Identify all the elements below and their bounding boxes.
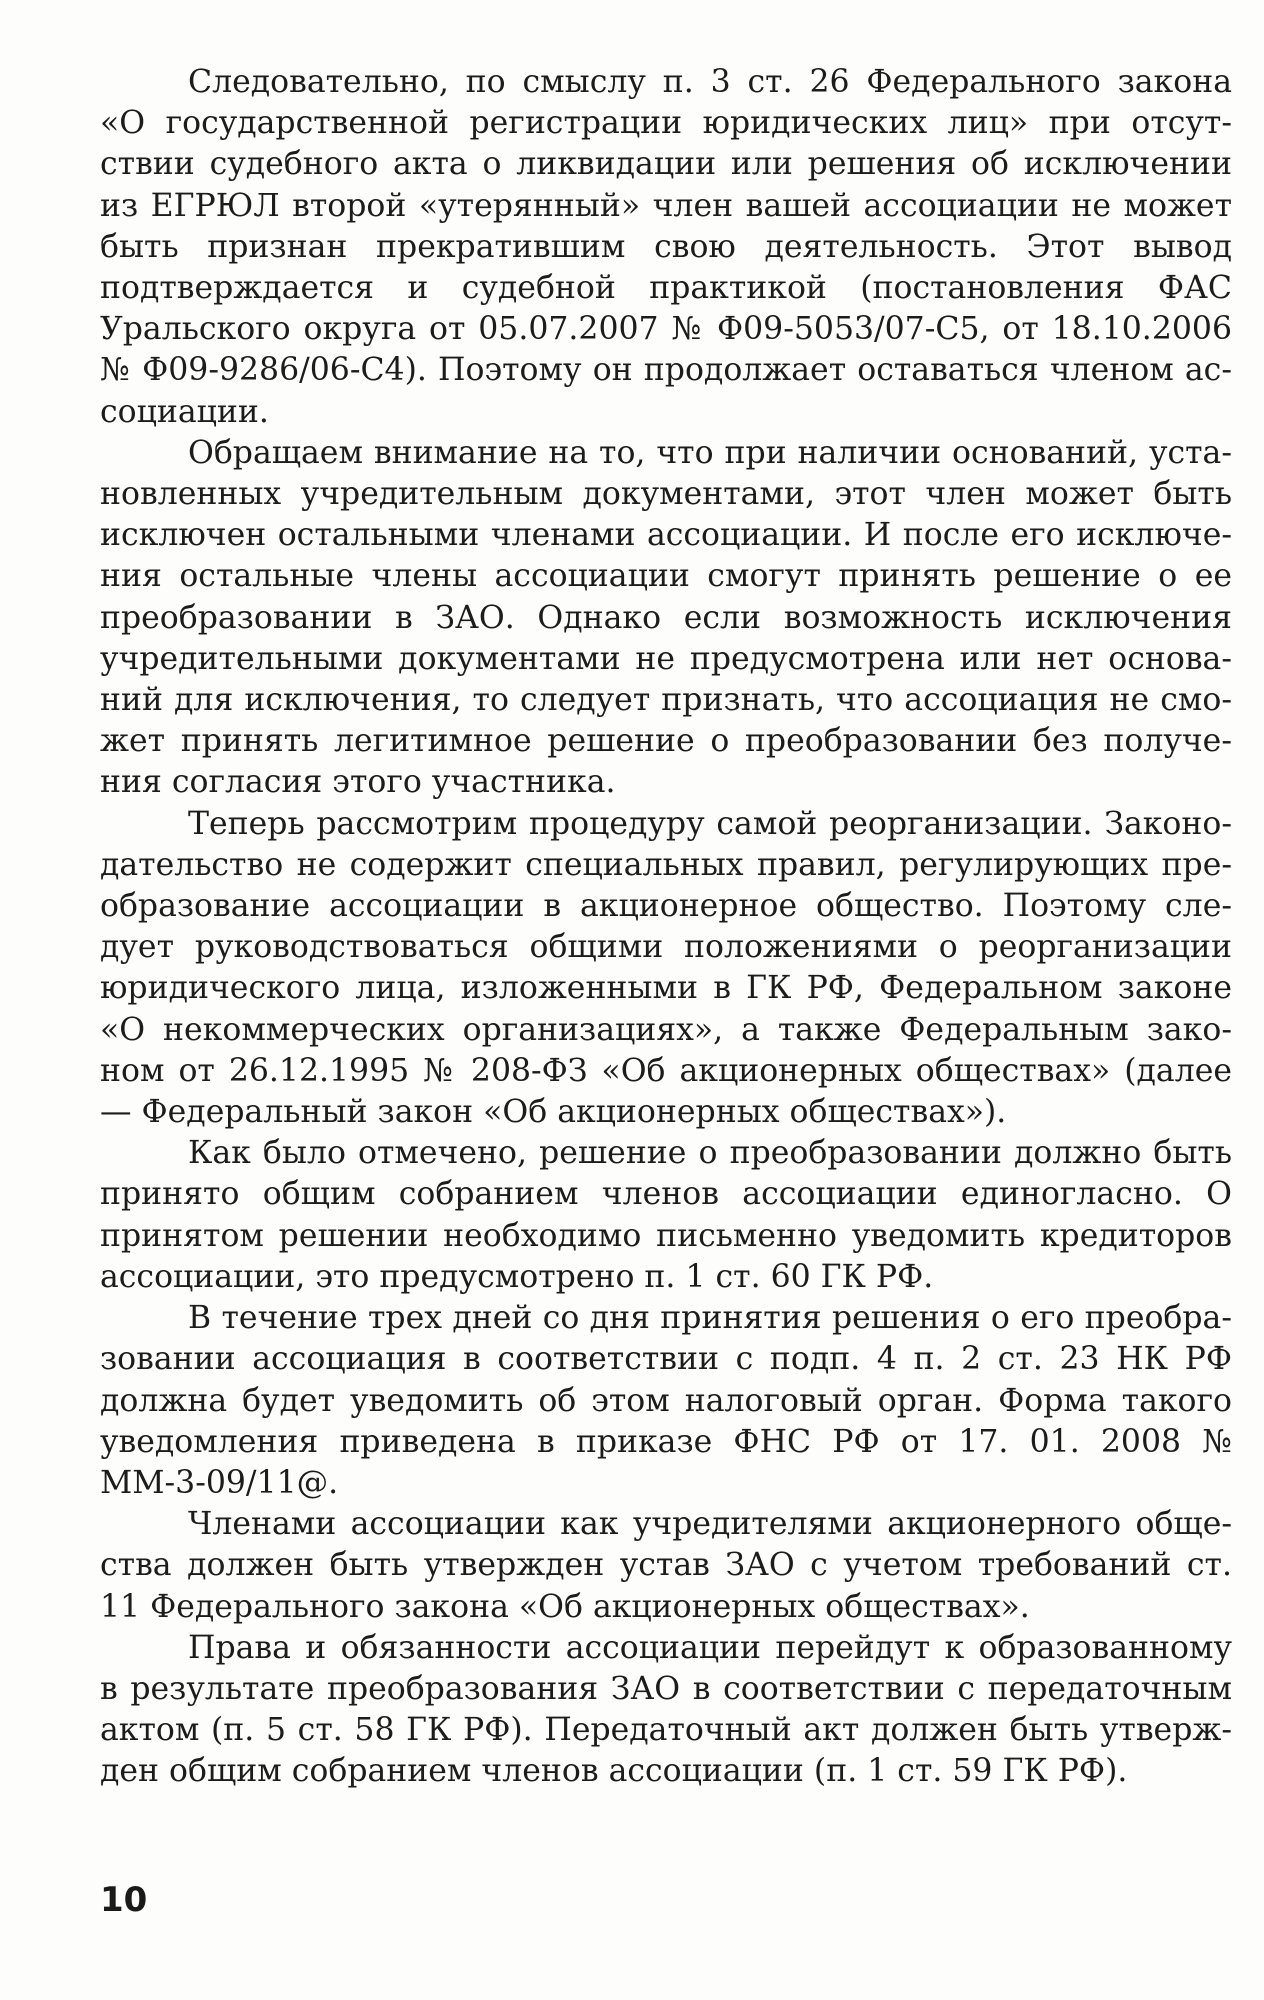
paragraph-4: Как было отмечено, решение о преобразовании должно быть принято общим собранием членов ассоциации единогласно. О принятом решении необходимо письменно уведомить кредиторов ассоциации, это предусмотрено п. 1 ст. 60 ГК РФ. (100, 1135, 1232, 1295)
body-text (100, 62, 1232, 1793)
paragraph-2: Обращаем внимание на то, что при наличии оснований, установленных учредительным документами, этот член может быть исключен остальными членами ассоциации. И после его исключения остальные члены ассоциации смогут принять решение о ее преобразовании в ЗАО. Однако если возможность исключения учредительными документами не предусмотрена или нет оснований для исключения, то следует признать, что ассоциация не сможет принять легитимное решение о преобразовании без получения согласия этого участника. (100, 434, 1232, 801)
page-number: 10 (100, 1880, 148, 1920)
paragraph-7: Права и обязанности ассоциации перейдут к образованному в результате преобразования ЗАО в соответствии с передаточным актом (п. 5 ст. 58 ГК РФ). Передаточный акт должен быть утвержден общим собранием членов ассоциации (п. 1 ст. 59 ГК РФ). (100, 1629, 1232, 1790)
paragraph-1: Следовательно, по смыслу п. 3 ст. 26 Федерального закона «О государственной регистрации юридических лиц» при отсутствии судебного акта о ликвидации или решения об исключении из ЕГРЮЛ второй «утерянный» член вашей ассоциации не может быть признан прекратившим свою деятельность. Этот вывод подтверждается и судебной практикой (постановления ФАС Уральского округа от 05.07.2007 № Ф09-5053/07-С5, от 18.10.2006 № Ф09-9286/06-С4). Поэтому он продолжает оставаться членом ассоциации. (100, 64, 1232, 430)
paragraph-3: Теперь рассмотрим процедуру самой реорганизации. Законодательство не содержит специальных правил, регулирующих преобразование ассоциации в акционерное общество. Поэтому следует руководствоваться общими положениями о реорганизации юридического лица, изложенными в ГК РФ, Федеральном законе «О некоммерческих организациях», а также Федеральным законом от 26.12.1995 № 208-ФЗ «Об акционерных обществах» (далее — Федеральный закон «Об акционерных обществах»). (100, 805, 1232, 1131)
paragraph-5: В течение трех дней со дня принятия решения о его преобразовании ассоциация в соответствии с подп. 4 п. 2 ст. 23 НК РФ должна будет уведомить об этом налоговый орган. Форма такого уведомления приведена в приказе ФНС РФ от 17. 01. 2008 № ММ-3-09/11@. (100, 1300, 1232, 1501)
paragraph-6: Членами ассоциации как учредителями акционерного общества должен быть утвержден устав ЗАО с учетом требований ст. 11 Федерального закона «Об акционерных обществах». (100, 1506, 1232, 1625)
